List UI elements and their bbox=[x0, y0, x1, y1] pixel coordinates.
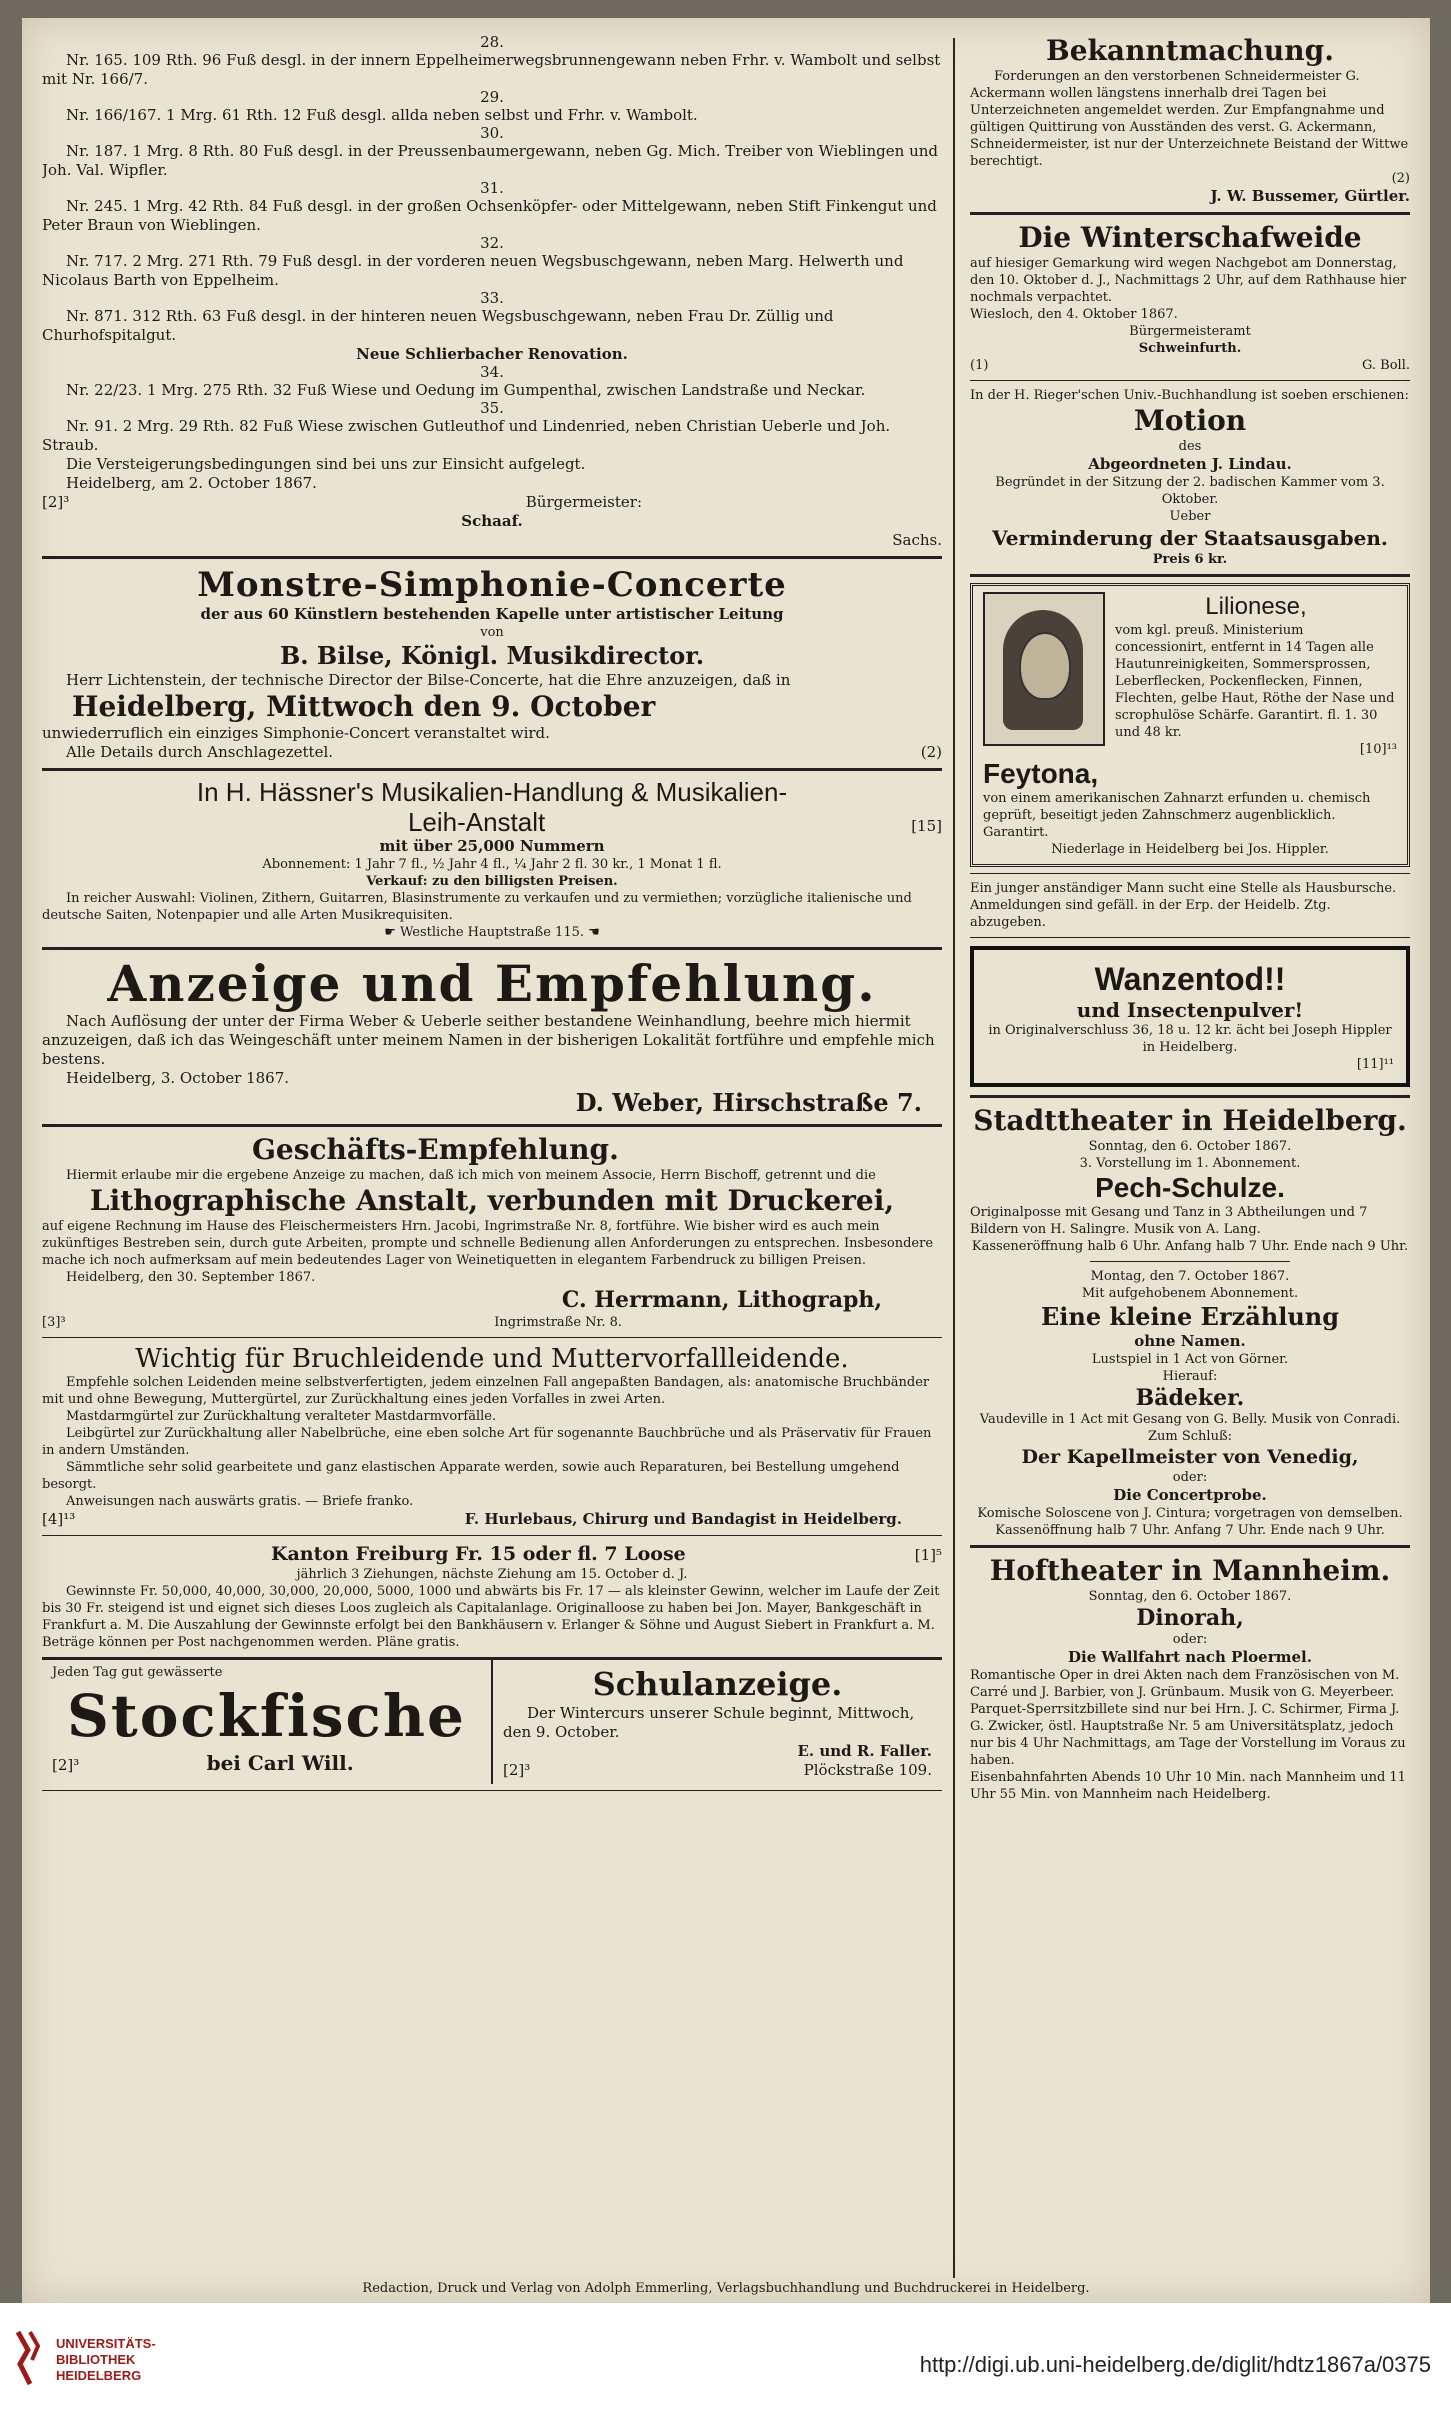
hoftheater-title: Hoftheater in Mannheim. bbox=[989, 1554, 1391, 1587]
concert-mark: (2) bbox=[920, 743, 942, 761]
newspaper-page bbox=[22, 18, 1430, 2303]
schaf-mark: (1) bbox=[970, 358, 989, 373]
renovation-heading: Neue Schlierbacher Renovation. bbox=[356, 345, 628, 363]
library-logo-icon bbox=[14, 2330, 42, 2388]
concert-title: Monstre-Simphonie-Concerte bbox=[197, 565, 787, 605]
imprint: Redaction, Druck und Verlag von Adolph Emmerling, Verlagsbuchhandlung und Buchdruckerei in Heidelberg. bbox=[362, 2281, 1090, 2296]
stadttheater-time1: Kasseneröffnung halb 6 Uhr. Anfang halb 7 Uhr. Ende nach 9 Uhr. bbox=[971, 1239, 1409, 1254]
herrmann-intro: Hiermit erlaube mir die ergebene Anzeige zu machen, daß ich mich von meinem Associe, Herrn Bischoff, getrennt und die bbox=[66, 1168, 876, 1183]
haessner-abo: Abonnement: 1 Jahr 7 fl., ½ Jahr 4 fl., ¼ Jahr 2 fl. 30 kr., 1 Monat 1 fl. bbox=[262, 857, 722, 872]
weber-ad bbox=[42, 956, 942, 1118]
lot-number: 33. bbox=[480, 289, 504, 307]
lot-number: 29. bbox=[480, 88, 504, 106]
lot-text: Nr. 165. 109 Rth. 96 Fuß desgl. in der innern Eppelheimerwegsbrunnengewann neben Frhr. v. Wambolt und selbst mit Nr. 166/7. bbox=[42, 51, 941, 88]
motion-topic: Verminderung der Staatsausgaben. bbox=[992, 526, 1388, 550]
bottom-ads bbox=[42, 1657, 942, 1784]
lot-number: 34. bbox=[480, 363, 504, 381]
left-column bbox=[42, 34, 942, 1797]
haessner-ad bbox=[42, 777, 942, 941]
hurlebaus-ad bbox=[42, 1344, 942, 1529]
stadttheater-date1: Sonntag, den 6. October 1867. bbox=[1088, 1139, 1292, 1154]
stadttheater-desc1: Originalposse mit Gesang und Tanz in 3 Abtheilungen und 7 Bildern von H. Salingre. Musik von A. Lang. bbox=[970, 1205, 1368, 1237]
hurlebaus-p1: Empfehle solchen Leidenden meine selbstverfertigten, jedem einzelnen Fall angepaßten Bandagen, als: anatomische Bruchbänder mit und ohne Bewegung, Muttergürtel, zur Zurückhaltung eines jeden Vorfalles in zwei Arten. bbox=[42, 1375, 930, 1407]
library-line3: HEIDELBERG bbox=[56, 2368, 142, 2383]
auction-mark: [2]³ bbox=[42, 493, 70, 511]
school-ad bbox=[491, 1660, 942, 1784]
herrmann-sign: C. Herrmann, Lithograph, bbox=[561, 1287, 882, 1313]
motion-sub: Begründet in der Sitzung der 2. badischen Kammer vom 3. Oktober. bbox=[995, 475, 1385, 507]
weber-date: Heidelberg, 3. October 1867. bbox=[66, 1069, 290, 1087]
stadttheater-desc2: Lustspiel in 1 Act von Görner. bbox=[1091, 1352, 1289, 1367]
fish-mark: [2]³ bbox=[52, 1756, 80, 1774]
mayor-title: Bürgermeister: bbox=[525, 493, 642, 511]
lottery-title: Kanton Freiburg Fr. 15 oder fl. 7 Loose bbox=[270, 1543, 686, 1565]
lot-text: Nr. 245. 1 Mrg. 42 Rth. 84 Fuß desgl. in der großen Ochsenköpfer- oder Mittelgewann, neben Stift Finkengut und Peter Braun von Wieblingen. bbox=[42, 197, 937, 234]
herrmann-title: Geschäfts-Empfehlung. bbox=[252, 1133, 619, 1166]
school-sign: E. und R. Faller. bbox=[797, 1742, 932, 1760]
wanzen-ad bbox=[970, 946, 1410, 1087]
lot-text: Nr. 871. 312 Rth. 63 Fuß desgl. in der hinteren neuen Wegsbuschgewann, neben Frau Dr. Züllig und Churhofspitalgut. bbox=[42, 307, 834, 344]
hoftheater-play: Dinorah, bbox=[1136, 1605, 1244, 1631]
herrmann-ad bbox=[42, 1133, 942, 1331]
school-mark: [2]³ bbox=[503, 1761, 531, 1779]
fish-title: Stockfische bbox=[67, 1682, 466, 1750]
hoftheater-oder: oder: bbox=[1172, 1632, 1208, 1647]
stadttheater-play4b: Die Concertprobe. bbox=[1113, 1486, 1267, 1504]
lot-number: 35. bbox=[480, 399, 504, 417]
lottery-sub: jährlich 3 Ziehungen, nächste Ziehung am 15. October d. J. bbox=[296, 1567, 688, 1582]
concert-intro: Herr Lichtenstein, der technische Director der Bilse-Concerte, hat die Ehre anzuzeigen, daß in bbox=[66, 671, 791, 689]
haessner-title: In H. Hässner's Musikalien-Handlung & Musikalien- bbox=[196, 777, 788, 807]
bekannt-mark: (2) bbox=[1391, 171, 1410, 186]
weber-sign: D. Weber, Hirschstraße 7. bbox=[575, 1088, 922, 1117]
haessner-address: ☛ Westliche Hauptstraße 115. ☚ bbox=[384, 925, 600, 940]
stadttheater-play1: Pech-Schulze. bbox=[1095, 1172, 1285, 1203]
school-text: Der Wintercurs unserer Schule beginnt, Mittwoch, den 9. October. bbox=[503, 1704, 915, 1741]
school-addr: Plöckstraße 109. bbox=[803, 1761, 932, 1779]
concert-subtitle: der aus 60 Künstlern bestehenden Kapelle unter artistischer Leitung bbox=[200, 605, 784, 623]
herrmann-date: Heidelberg, den 30. September 1867. bbox=[66, 1270, 316, 1285]
schaf-date: Wiesloch, den 4. Oktober 1867. bbox=[970, 307, 1178, 322]
fish-ad bbox=[42, 1660, 491, 1784]
hurlebaus-p5: Anweisungen nach auswärts gratis. — Briefe franko. bbox=[66, 1494, 414, 1509]
hoftheater-train: Eisenbahnfahrten Abends 10 Uhr 10 Min. nach Mannheim und 11 Uhr 55 Min. von Mannheim nach Heidelberg. bbox=[970, 1770, 1406, 1802]
stadttheater-play2: Eine kleine Erzählung bbox=[1040, 1302, 1340, 1331]
auction-date: Heidelberg, am 2. October 1867. bbox=[66, 474, 317, 492]
weber-text: Nach Auflösung der unter der Firma Weber & Ueberle seither bestandene Weinhandlung, beehre mich hiermit anzuzeigen, daß ich das Weingeschäft unter meinem Namen in der bisherigen Lokalität fortführe und empfehle mich bestens. bbox=[42, 1012, 935, 1068]
stadttheater-hierauf: Hierauf: bbox=[1162, 1369, 1218, 1384]
stadttheater-time2: Kassenöffnung halb 7 Uhr. Anfang 7 Uhr. Ende nach 9 Uhr. bbox=[995, 1523, 1385, 1538]
stadttheater-play2b: ohne Namen. bbox=[1134, 1332, 1246, 1350]
herrmann-mark: [3]³ bbox=[42, 1315, 66, 1330]
lilionese-ad bbox=[970, 583, 1410, 867]
auction-note: Die Versteigerungsbedingungen sind bei uns zur Einsicht aufgelegt. bbox=[66, 455, 586, 473]
lot-text: Nr. 91. 2 Mrg. 29 Rth. 82 Fuß Wiese zwischen Gutleuthof und Lindenried, neben Christian Ueberle und Joh. Straub. bbox=[42, 417, 891, 454]
lot-text: Nr. 717. 2 Mrg. 271 Rth. 79 Fuß desgl. in der vorderen neuen Wegsbuschgewann, neben Marg. Helwerth und Nicolaus Barth von Eppelheim. bbox=[42, 252, 904, 289]
right-column bbox=[970, 34, 1410, 1803]
lot-number: 31. bbox=[480, 179, 504, 197]
wanzen-mark: [11]¹¹ bbox=[1356, 1057, 1394, 1072]
lot-number: 32. bbox=[480, 234, 504, 252]
herrmann-addr: Ingrimstraße Nr. 8. bbox=[494, 1315, 622, 1330]
haessner-title2: Leih-Anstalt bbox=[407, 807, 546, 837]
hoftheater-date: Sonntag, den 6. October 1867. bbox=[1088, 1589, 1292, 1604]
weber-title: Anzeige und Empfehlung. bbox=[107, 954, 877, 1013]
lot-text: Nr. 187. 1 Mrg. 8 Rth. 80 Fuß desgl. in der Preussenbaumergewann, neben Gg. Mich. Treiber von Wieblingen und Joh. Val. Wipfler. bbox=[42, 142, 938, 179]
concert-venue: Heidelberg, Mittwoch den 9. October bbox=[72, 690, 656, 723]
schaf-clerk: G. Boll. bbox=[1361, 358, 1410, 373]
stadttheater-abo2: Mit aufgehobenem Abonnement. bbox=[1081, 1286, 1299, 1301]
stadttheater-play3: Bädeker. bbox=[1135, 1385, 1245, 1411]
stadttheater-date2: Montag, den 7. October 1867. bbox=[1090, 1269, 1290, 1284]
stadttheater-oder: oder: bbox=[1172, 1470, 1208, 1485]
wanzen-title: Wanzentod!! bbox=[1094, 961, 1286, 997]
concert-ad bbox=[42, 565, 942, 762]
column-divider bbox=[953, 38, 955, 2278]
bekannt-sign: J. W. Bussemer, Gürtler. bbox=[1210, 187, 1410, 205]
stadttheater-vorst: 3. Vorstellung im 1. Abonnement. bbox=[1079, 1156, 1301, 1171]
portrait-illustration bbox=[983, 592, 1105, 746]
herrmann-firm: Lithographische Anstalt, verbunden mit Druckerei, bbox=[89, 1184, 895, 1217]
schaf-text: auf hiesiger Gemarkung wird wegen Nachgebot am Donnerstag, den 10. Oktober d. J., Nachmittags 2 Uhr, auf dem Rathhause hier nochmals verpachtet. bbox=[970, 256, 1407, 305]
hurlebaus-sign: F. Hurlebaus, Chirurg und Bandagist in Heidelberg. bbox=[464, 1510, 902, 1528]
bekannt-ad bbox=[970, 34, 1410, 206]
motion-title: Motion bbox=[1133, 404, 1247, 437]
library-name bbox=[56, 2336, 156, 2384]
lot-text: Nr. 166/167. 1 Mrg. 61 Rth. 12 Fuß desgl. allda neben selbst und Frhr. v. Wambolt. bbox=[66, 106, 698, 124]
lottery-ad bbox=[42, 1542, 942, 1651]
hurlebaus-title: Wichtig für Bruchleidende und Muttervorfallleidende. bbox=[135, 1344, 849, 1374]
stadttheater-schluss: Zum Schluß: bbox=[1147, 1429, 1233, 1444]
hurlebaus-p2: Mastdarmgürtel zur Zurückhaltung veralteter Mastdarmvorfälle. bbox=[66, 1409, 497, 1424]
haessner-count: mit über 25,000 Nummern bbox=[379, 837, 605, 855]
herrmann-text: auf eigene Rechnung im Hause des Fleischermeisters Hrn. Jacobi, Ingrimstraße Nr. 8, fortführe. Wie bisher wird es auch mein zukünftiges Bestreben sein, durch gute Arbeiten, prompte und schnelle Bedienung allen Anforderungen zu entsprechen. Insbesondere mache ich noch aufmerksam auf mein bedeutendes Lager von Weinetiquetten in elegantem Farbendruck zu billigen Preisen. bbox=[42, 1219, 934, 1268]
bekannt-title: Bekanntmachung. bbox=[1046, 34, 1334, 67]
stadttheater-desc3: Vaudeville in 1 Act mit Gesang von G. Belly. Musik von Conradi. bbox=[979, 1412, 1401, 1427]
feytona-text: von einem amerikanischen Zahnarzt erfunden u. chemisch geprüft, beseitigt jeden Zahnschmerz augenblicklich. Garantirt. bbox=[983, 791, 1371, 840]
motion-des: des bbox=[1178, 439, 1202, 454]
motion-ad bbox=[970, 387, 1410, 568]
concert-detail: unwiederruflich ein einziges Simphonie-Concert veranstaltet wird. bbox=[42, 724, 550, 742]
wanzen-text: in Originalverschluss 36, 18 u. 12 kr. ächt bei Joseph Hippler in Heidelberg. bbox=[988, 1023, 1392, 1055]
lot-number: 30. bbox=[480, 124, 504, 142]
lot-text: Nr. 22/23. 1 Mrg. 275 Rth. 32 Fuß Wiese und Oedung im Gumpenthal, zwischen Landstraße und Neckar. bbox=[66, 381, 866, 399]
lilionese-text: vom kgl. preuß. Ministerium concessionirt, entfernt in 14 Tagen alle Hautunreinigkeiten, Sommersprossen, Leberflecken, Pockenflecken, Finnen, Flechten, gelbe Haut, Röthe der Nase und scrophulöse Schärfe. Garantirt. fl. 1. 30 und 48 kr. bbox=[1115, 623, 1395, 740]
bekannt-text: Forderungen an den verstorbenen Schneidermeister G. Ackermann wollen längstens innerhalb drei Tagen bei Unterzeichneten angemeldet werden. Zur Empfangnahme und gültigen Quittirung von Ausständen des verst. G. Ackermann, Schneidermeister, ist nur der Unterzeichnete Beistand der Wittwe berechtigt. bbox=[970, 69, 1409, 169]
library-line2: BIBLIOTHEK bbox=[56, 2352, 136, 2367]
hoftheater-ad bbox=[970, 1554, 1410, 1803]
wanzen-sub: und Insectenpulver! bbox=[1076, 998, 1304, 1022]
hurlebaus-mark: [4]¹³ bbox=[42, 1510, 76, 1528]
school-title: Schulanzeige. bbox=[592, 1665, 843, 1703]
library-line1: UNIVERSITÄTS- bbox=[56, 2336, 156, 2351]
schaf-ad bbox=[970, 221, 1410, 374]
stadttheater-title: Stadttheater in Heidelberg. bbox=[973, 1104, 1407, 1137]
schaf-title: Die Winterschafweide bbox=[1018, 221, 1362, 254]
fish-pre: Jeden Tag gut gewässerte bbox=[52, 1665, 223, 1680]
lottery-mark: [1]⁵ bbox=[914, 1546, 942, 1564]
stadttheater-play4: Der Kapellmeister von Venedig, bbox=[1021, 1446, 1359, 1468]
feytona-title: Feytona, bbox=[983, 758, 1099, 789]
feytona-depot: Niederlage in Heidelberg bei Jos. Hippler. bbox=[1051, 842, 1329, 857]
haessner-text: In reicher Auswahl: Violinen, Zithern, Guitarren, Blasinstrumente zu verkaufen und zu vermiethen; vorzügliche italienische und deutsche Saiten, Notenpapier und alle Arten Musikrequisiten. bbox=[42, 891, 912, 923]
schaf-name: Schweinfurth. bbox=[1138, 341, 1242, 356]
mayor-name: Schaaf. bbox=[461, 512, 523, 530]
hurlebaus-p4: Sämmtliche sehr solid gearbeitete und ganz elastischen Apparate werden, sowie auch Reparaturen, bei Bestellung umgehend besorgt. bbox=[42, 1460, 900, 1492]
motion-price: Preis 6 kr. bbox=[1152, 552, 1228, 567]
hoftheater-desc: Romantische Oper in drei Akten nach dem Französischen von M. Carré und J. Barbier, von J. Grünbaum. Musik von G. Meyerbeer. bbox=[970, 1668, 1400, 1700]
concert-von: von bbox=[480, 625, 504, 640]
lilionese-mark: [10]¹³ bbox=[1359, 742, 1397, 757]
lilionese-title: Lilionese, bbox=[1205, 593, 1307, 620]
haessner-sale: Verkauf: zu den billigsten Preisen. bbox=[366, 874, 618, 889]
hoftheater-play2: Die Wallfahrt nach Ploermel. bbox=[1068, 1648, 1312, 1666]
lot-number: 28. bbox=[480, 34, 504, 51]
stadttheater-desc4: Komische Soloscene von J. Cintura; vorgetragen von demselben. bbox=[977, 1506, 1403, 1521]
mayor-clerk: Sachs. bbox=[892, 531, 942, 549]
lottery-text: Gewinnste Fr. 50,000, 40,000, 30,000, 20,000, 5000, 1000 und abwärts bis Fr. 17 — als kleinster Gewinn, welcher im Laufe der Zeit bis 30 Fr. steigend ist und eignet sich dieses Loos zugleich als Capitalanlage. Originalloose zu haben bei Jon. Mayer, Bankgeschäft in Frankfurt a. M. Die Auszahlung der Gewinnste erfolgt bei den Bankhäusern v. Erlanger & Söhne und August Siebert in Frankfurt a. M. Beträge können per Post nachgenommen werden. Pläne gratis. bbox=[42, 1584, 940, 1650]
auction-lots bbox=[42, 34, 942, 550]
haessner-mark: [15] bbox=[911, 817, 942, 835]
hurlebaus-p3: Leibgürtel zur Zurückhaltung aller Nabelbrüche, eine eben solche Art für sogenannte Bauchbrüche und als Präservativ für Frauen in andern Umständen. bbox=[42, 1426, 932, 1458]
source-url-link[interactable]: http://digi.ub.uni-heidelberg.de/diglit/hdtz1867a/0375 bbox=[919, 2352, 1431, 2377]
concert-footer: Alle Details durch Anschlagezettel. bbox=[66, 743, 334, 761]
hoftheater-tickets: Parquet-Sperrsitzbillete sind nur bei Hrn. J. C. Schirmer, Firma J. G. Zwicker, östl. Hauptstraße Nr. 5 am Universitätsplatz, jedoch nur bis 4 Uhr Nachmittags, am Tage der Vorstellung im Voraus zu haben. bbox=[970, 1702, 1406, 1768]
stelle-ad: Ein junger anständiger Mann sucht eine Stelle als Hausbursche. Anmeldungen sind gefäll. in der Erp. der Heidelb. Ztg. abzugeben. bbox=[970, 881, 1397, 930]
motion-ueber: Ueber bbox=[1169, 509, 1211, 524]
motion-intro: In der H. Rieger'schen Univ.-Buchhandlung ist soeben erschienen: bbox=[970, 388, 1409, 403]
fish-by: bei Carl Will. bbox=[206, 1751, 354, 1775]
concert-conductor: B. Bilse, Königl. Musikdirector. bbox=[279, 641, 705, 670]
schaf-office: Bürgermeisteramt bbox=[1129, 324, 1251, 339]
stadttheater-ad bbox=[970, 1104, 1410, 1539]
motion-member: Abgeordneten J. Lindau. bbox=[1088, 455, 1292, 473]
